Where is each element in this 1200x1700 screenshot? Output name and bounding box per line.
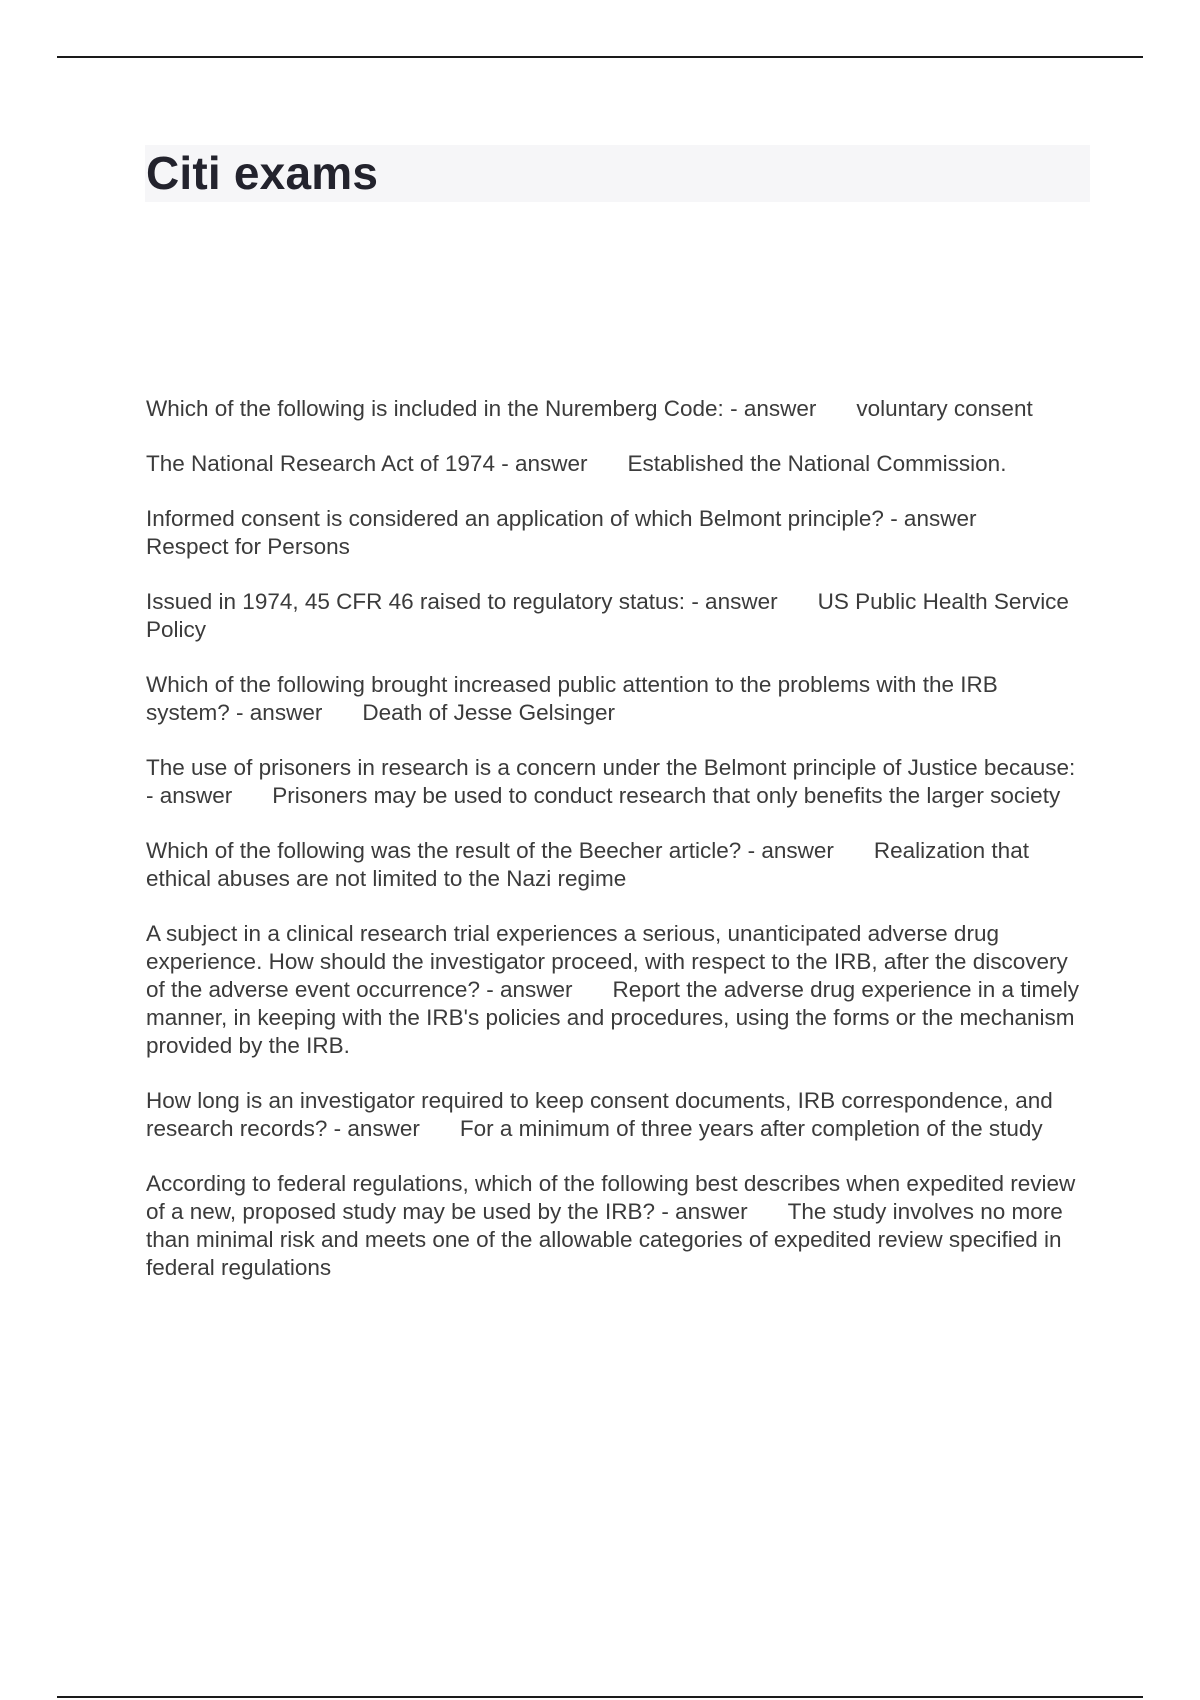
answer-text: The study involves no more than minimal risk and meets one of the allowable categories of expedited review specified in federal regulations: [146, 1199, 1070, 1280]
qa-item: [146, 754, 1086, 810]
question-text: Which of the following is included in the Nuremberg Code:: [146, 396, 724, 421]
question-text: The National Research Act of 1974: [146, 451, 495, 476]
qa-item: [146, 920, 1086, 1060]
answer-text: Report the adverse drug experience in a timely manner, in keeping with the IRB's policies and procedures, using the forms or the mechanism provided by the IRB.: [146, 977, 1086, 1058]
answer-marker: - answer: [486, 977, 573, 1002]
qa-item: [146, 1170, 1086, 1282]
answer-marker: - answer: [146, 783, 233, 808]
answer-text: voluntary consent: [856, 396, 1033, 421]
question-text: Informed consent is considered an application of which Belmont principle?: [146, 506, 884, 531]
question-text: How long is an investigator required to keep consent documents, IRB correspondence, and research records?: [146, 1088, 1060, 1141]
question-text: Issued in 1974, 45 CFR 46 raised to regulatory status:: [146, 589, 686, 614]
bottom-rule: [57, 1696, 1143, 1698]
qa-item: [146, 837, 1086, 893]
question-text: Which of the following brought increased public attention to the problems with the IRB system?: [146, 672, 1004, 725]
top-rule: [57, 56, 1143, 58]
answer-text: Realization that ethical abuses are not limited to the Nazi regime: [146, 838, 1036, 891]
question-text: Which of the following was the result of the Beecher article?: [146, 838, 742, 863]
answer-text: Death of Jesse Gelsinger: [362, 700, 615, 725]
qa-item: [146, 395, 1086, 423]
qa-item: [146, 505, 1086, 561]
answer-text: Respect for Persons: [146, 534, 350, 559]
question-text: According to federal regulations, which of the following best describes when expedited review of a new, proposed study may be used by the IRB?: [146, 1171, 1082, 1224]
question-text: A subject in a clinical research trial experiences a serious, unanticipated adverse drug experience. How should the investigator proceed, with respect to the IRB, after the discovery of the adverse event occurrence?: [146, 921, 1074, 1002]
answer-text: For a minimum of three years after completion of the study: [459, 1116, 1043, 1141]
answer-marker: - answer: [691, 589, 778, 614]
qa-item: [146, 1087, 1086, 1143]
answer-text: Prisoners may be used to conduct research that only benefits the larger society: [272, 783, 1061, 808]
qa-item: [146, 450, 1086, 478]
answer-marker: - answer: [890, 506, 977, 531]
answer-text: Established the National Commission.: [627, 451, 1007, 476]
question-text: The use of prisoners in research is a concern under the Belmont principle of Justice because:: [146, 755, 1076, 780]
answer-marker: - answer: [333, 1116, 420, 1141]
qa-item: [146, 588, 1086, 644]
answer-marker: - answer: [747, 838, 834, 863]
answer-text: US Public Health Service Policy: [146, 589, 1076, 642]
answer-marker: - answer: [236, 700, 323, 725]
qa-item: [146, 671, 1086, 727]
page-title: Citi exams: [146, 147, 379, 199]
qa-list: [146, 395, 1086, 1309]
answer-marker: - answer: [730, 396, 817, 421]
answer-marker: - answer: [661, 1199, 748, 1224]
answer-marker: - answer: [501, 451, 588, 476]
